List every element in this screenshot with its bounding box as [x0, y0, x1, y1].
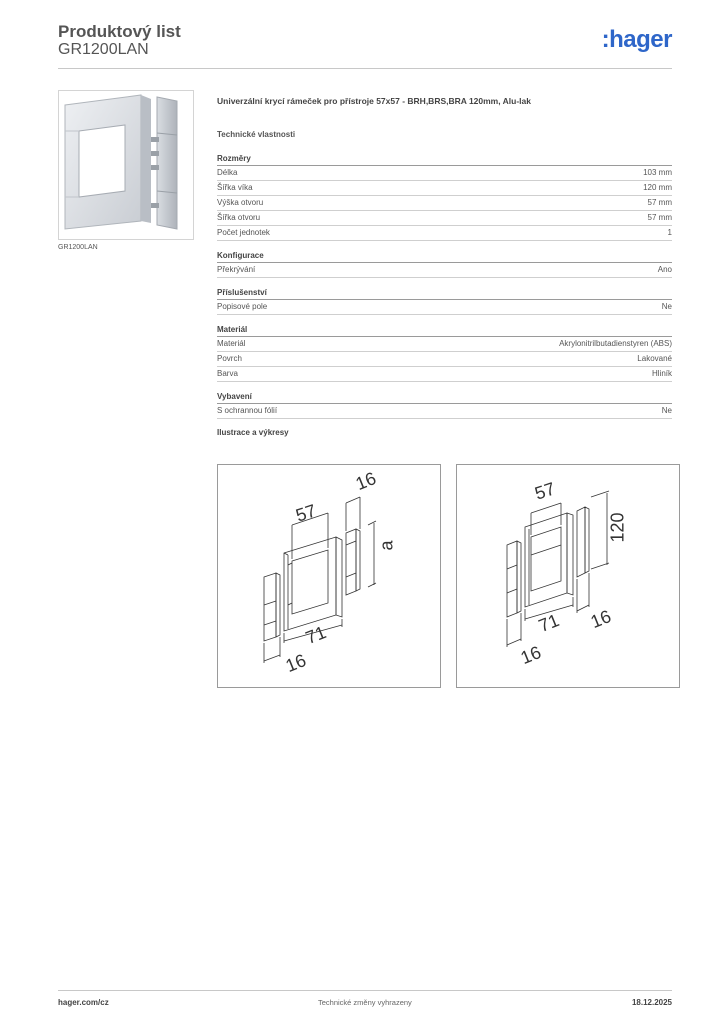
spec-row: [217, 263, 672, 278]
technical-content: [217, 96, 672, 437]
spec-label: Šířka víka: [217, 183, 253, 192]
dim-label: a: [376, 540, 397, 551]
product-photo-illustration: [59, 91, 193, 239]
photo-caption: GR1200LAN: [58, 244, 98, 251]
logo-text: hager: [609, 26, 672, 53]
footer-website: hager.com/cz: [58, 998, 109, 1007]
spec-value: Ne: [661, 302, 672, 311]
document-type: Produktový list: [58, 22, 181, 41]
spec-value: Lakované: [637, 354, 672, 363]
spec-label: Počet jednotek: [217, 228, 270, 237]
spec-label: Materiál: [217, 339, 246, 348]
spec-row: [217, 211, 672, 226]
spec-row: [217, 226, 672, 241]
product-photo: [58, 90, 194, 240]
spec-label: S ochrannou fólií: [217, 406, 278, 415]
footer-notice: Technické změny vyhrazeny: [318, 998, 412, 1007]
spec-value: Hliník: [651, 369, 672, 378]
dim-label: 16: [587, 606, 614, 633]
dim-label: 57: [532, 478, 558, 504]
section-title: Technické vlastnosti: [217, 130, 296, 139]
spec-row: [217, 352, 672, 367]
spec-value: 1: [667, 228, 672, 237]
spec-group-dimensions: [217, 153, 672, 241]
spec-group-configuration: [217, 250, 672, 278]
spec-group-accessories: [217, 287, 672, 315]
spec-label: Barva: [217, 369, 238, 378]
hager-logo: [602, 26, 672, 54]
dim-label: 120: [607, 512, 628, 543]
header-divider: [58, 68, 672, 69]
dim-label: 57: [293, 500, 319, 526]
footer-date: 18.12.2025: [631, 998, 672, 1007]
spec-value: 57 mm: [647, 198, 672, 207]
spec-value: 120 mm: [643, 183, 672, 192]
spec-row: [217, 337, 672, 352]
spec-row: [217, 300, 672, 315]
spec-value: 103 mm: [643, 168, 672, 177]
technical-drawing-2: [456, 464, 680, 688]
dim-label: 71: [302, 622, 329, 649]
spec-value: Ano: [657, 265, 672, 274]
spec-group-title: Materiál: [217, 324, 672, 337]
dim-label: 16: [352, 468, 379, 495]
dim-label: 71: [535, 610, 562, 637]
spec-group-equipment: [217, 391, 672, 419]
spec-group-title: Vybavení: [217, 391, 672, 404]
spec-label: Šířka otvoru: [217, 213, 261, 222]
spec-label: Překrývání: [217, 265, 256, 274]
logo-mark: :: [601, 26, 610, 53]
technical-drawing-1: [217, 464, 441, 688]
spec-group-material: [217, 324, 672, 382]
spec-value: Ne: [661, 406, 672, 415]
dim-label: 16: [517, 642, 544, 669]
spec-group-title: Příslušenství: [217, 287, 672, 300]
product-code: GR1200LAN: [58, 41, 149, 58]
spec-label: Délka: [217, 168, 238, 177]
drawing-2-svg: [457, 465, 679, 687]
product-title: Univerzální krycí rámeček pro přístroje 57x57 - BRH,BRS,BRA 120mm, Alu-lak: [217, 96, 531, 106]
spec-value: 57 mm: [647, 213, 672, 222]
spec-value: Akrylonitrilbutadienstyren (ABS): [559, 339, 672, 348]
spec-row: [217, 166, 672, 181]
spec-label: Výška otvoru: [217, 198, 264, 207]
spec-row: [217, 367, 672, 382]
spec-label: Povrch: [217, 354, 242, 363]
dim-label: 16: [282, 650, 309, 677]
spec-row: [217, 404, 672, 419]
spec-group-title: Rozměry: [217, 153, 672, 166]
drawing-1-svg: [218, 465, 440, 687]
page-header: [58, 20, 672, 68]
spec-label: Popisové pole: [217, 302, 268, 311]
spec-group-title: Konfigurace: [217, 250, 672, 263]
spec-row: [217, 196, 672, 211]
spec-row: [217, 181, 672, 196]
footer-divider: [58, 990, 672, 991]
illustrations-title: Ilustrace a výkresy: [217, 428, 289, 437]
